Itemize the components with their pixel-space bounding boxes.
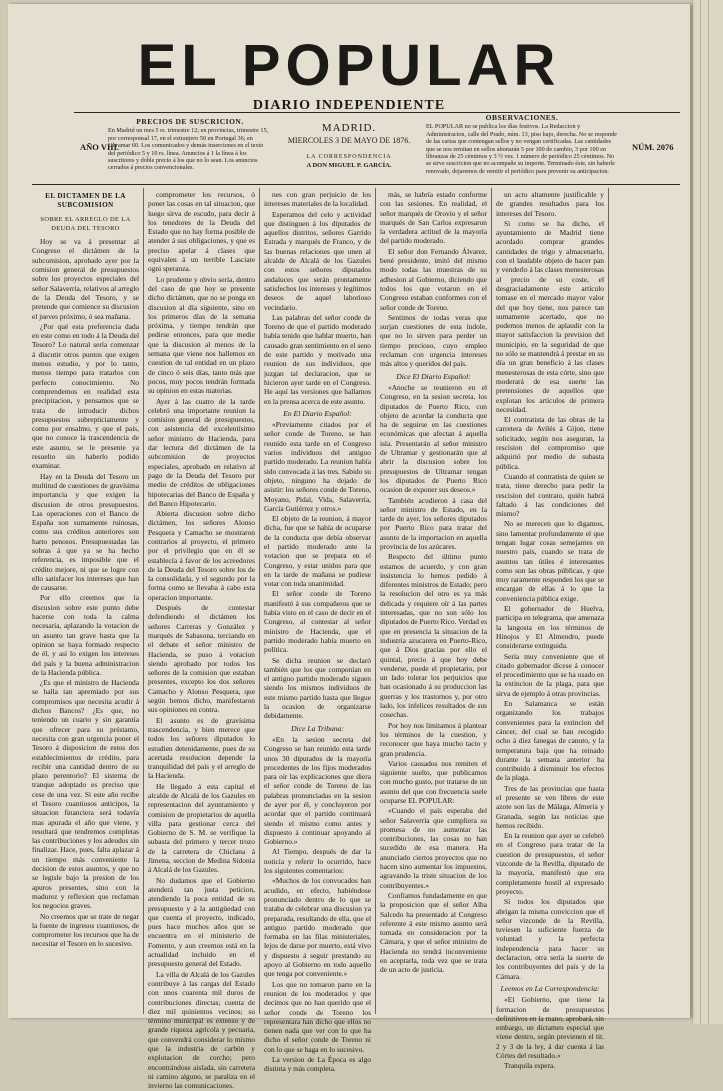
header-rule-bottom xyxy=(32,184,680,185)
year-label: AÑO VIII. xyxy=(80,142,120,152)
column-divider xyxy=(608,188,609,1014)
newspaper-page xyxy=(8,4,690,1091)
paragraph: «En la sesion secreta del Congreso se han reunido esta tarde unos 30 diputados de la mayoría procedentes de los fijos moderados para oír las explicaciones que diera el señor conde de Toreno de las palabras pronunciadas en la sesion de ayer por él, y concluyeron por acordar que el partido continuará siendo el mismo como antes y dispuesto á continuar apoyando al Gobierno.» xyxy=(264,734,371,847)
subscription-title: PRECIOS DE SUSCRICION. xyxy=(136,117,244,126)
paragraph: «Previamente citados por el señor conde de Toreno, se han reunido esta tarde en el Congreso varios individuos del antiguo partido moderado. La reunion había sido convocada á las tres. Sabido su objeto, ninguno ha dejado de asistir: los señores conde de Toreno, Moyano, Pidal, Vida, Salaverría, García Gutiérrez y otros.» xyxy=(264,420,371,513)
article-subheading: SOBRE EL ARREGLO DE LA DEUDA DEL TESORO xyxy=(40,215,131,232)
observations-box xyxy=(426,114,618,175)
paragraph: He llegado á esta capital el alcalde de Alcalá de los Gazules en representacion del ayuntamiento y comision de propietarios de aquella villa para gestionar cerca del Gobierno de S. M. se verifique la subasta del primero y tercer trozo de la carretera de Chiclana á Jimena, seccion de Medina Sidonia á Alcalá de los Gazules. xyxy=(148,781,255,875)
column-5 xyxy=(496,190,604,1071)
column-divider xyxy=(143,188,144,1014)
paragraph: En la reunion que ayer se celebró en el Congreso para tratar de la cuestion de presupuestos, el señor vizconde de la Revilla, diputado de la mayoría, manifestó que era completamente hostil al expresado proyecto. xyxy=(496,831,604,896)
place: MADRID. xyxy=(321,122,377,134)
page-edge xyxy=(708,0,723,1024)
paragraph: Las palabras del señor conde de Toreno de que el partido moderado había tenido que hablar muerto, han causado gran sentimiento en el seno de este partido y motivado una reunion de sus individuos, que juzgan tal declaracion, que se hicieron ayer tarde en el Congreso. He aquí las versiones que hallamos en la prensa acerca de este asunto. xyxy=(264,312,371,406)
paragraph: Los que no tomaron parte en la reunion de los moderados y que decimos que no han querido que el señor conde de Toreno los representara han dicho que ellos no tienen nada que ver con lo que ha dicho el señor conde de Toreno ni con lo que se haga en lo sucesivo. xyxy=(264,979,371,1054)
paragraph: un acto altamente justificable y de grandes resultados para los intereses del Tesoro. xyxy=(496,190,604,218)
column-divider xyxy=(375,188,376,1014)
article-heading: EL DICTAMEN DE LA SUBCOMISION xyxy=(45,192,126,210)
paragraph: Hay en la Deuda del Tesoro un multitud de cuestiones de gravísima importancia y que exigen la discusion de otros presupuestos. Las operaciones con el Banco de España son sumamente ruinosas, como sus créditos anteriores son harto penosos. Presupuestadas las sobras á que ya se ha hecho referencia, es imposible que el crédito mejore, ni que se logre con ello satisfacer los intereses que han de causarse. xyxy=(32,471,139,593)
observations-text: EL POPULAR no se publica los días festivos. La Redaccion y Administracion, calle del Prado, núm. 13, piso bajo, derecha. No se responde de las cartas que contengan sellos y no vengan certificadas. Las cantidades que se nos remitan en sellos abonarán 5 por 100 de cambio, 3 por 100 en libranzas de 25 céntimos y 3 ½ vez. 1 número de periódico 25 céntimos. No se sirve suscricion que no acompañe su importe. Terminado éste, sin haberle renovado, dejaremos de remitir el periódico para prevenir su anticipacion. xyxy=(426,123,617,175)
paragraph: «Cuando el país esperaba del señor Salaverría que cumpliera su promesa de no aumentar las contribuciones, las cosas no han sucedido de esa manera. Ha anunciado ciertos proyectos que no hacen sino aumentar los impuestos, agravando la triste situacion de los contribuyentes.» xyxy=(380,806,487,890)
paragraph: El señor conde de Toreno manifestó á sus compañeros que se había visto en el caso de decir en el Congreso, al contestar al señor ministro de Hacienda, que el partido moderado había muerto en política. xyxy=(264,589,371,655)
source-heading: Dice La Tribuna: xyxy=(291,723,344,733)
paragraph: «El Gobierno, que tiene la formacion de presupuestos definitivos en la mano, aprobará, sin embargo, un dictamen especial que viene dentro, según previenen el tit. 2 y 3 de la ley, á dar cuenta á las Córtes del resultado.» xyxy=(496,995,604,1061)
paragraph: El objeto de la reunion, á mayor dicha, fue que se había de ocuparse de la conducta que debía observar el partido moderado ante la votacion que se prepara en el Congreso, y estar unidos para que en la tarde de mañana se pudiese votar con toda unanimidad. xyxy=(264,514,371,589)
paragraph: «Muchos de los convocados han acudido, en efecto, habiéndose pronunciado dentro de lo que se trataba de celebrar una discusion ya preparada, resultando de ella, que el antiguo partido moderado que formaba en las filas ministeriales, lejos de darse por muerto, está vivo y dispuesto á seguir prestando su apoyo al Gobierno en todo aquello que tenga por conveniente.» xyxy=(264,876,371,979)
paragraph: Ayer á las cuatro de la tarde celebró una importante reunion la comision general de presupuestos, con asistencia del excelentísimo señor ministro de Hacienda, para dar lectura del dictámen de la subcomision de proyectos especiales, aprobado en relativo al pago de la Deuda del Tesoro por medio de créditos de obligaciones hipotecarias del Banco de España y del Banco Hipotecario. xyxy=(148,396,255,508)
newspaper-subtitle: DIARIO INDEPENDIENTE xyxy=(252,98,446,113)
column-divider xyxy=(491,188,492,1014)
column-2 xyxy=(148,190,255,1091)
paragraph: Tranquila espera. xyxy=(504,1061,556,1071)
masthead xyxy=(8,33,690,114)
correspondence-label: LA CORRESPONDENCIA xyxy=(306,154,392,160)
paragraph: Abierta discusion sobre dicho dictámen, los señores Alonso Pesquera y Camacho se mostraron contrarios al proyecto, el primero por el privilegio que en él se establecía á favor de los acreedores de la Deuda del Tesoro sobre los de la consolidada, y el segundo por la forma como se llevaba á cabo esta operacion importante. xyxy=(148,509,255,602)
paragraph: Varios causados nos remiten el siguiente suelto, que publicamos con mucho gusto, por tratarse de un asunto del que con frecuencia suele ocuparse EL POPULAR: xyxy=(380,758,487,805)
dateline xyxy=(276,122,422,169)
observations-title: OBSERVACIONES. xyxy=(485,113,559,122)
paragraph: Se dicha reunion se declaró también que los que componían en el antiguo partido moderado siguen siendo los mismos individuos de este mismo partido hasta que llegue la ocasion de organizarse debidamente. xyxy=(264,655,371,721)
paragraph: El señor don Fernando Álvarez, bené presidente, imitó del mismo modo todas las muestras de su adhesion al Gobierno, diciendo que todos los que votaron en el Congreso estaban conformes con el señor conde de Toreno. xyxy=(380,246,487,312)
paragraph: Confiamos fundadamente en que la proposicion que el señor Alba Salcedo ha presentado al Congreso referente á este mismo asunto será tomada en consideracion por la Cámara, y que el señor ministro de Hacienda no tendrá inconveniente en aceptarla, toda vez que se trata de un acto de justicia. xyxy=(380,890,487,975)
paragraph: Tres de las provincias que hasta el presente se ven libres de este azote son las de Málaga, Almería y Granada, según las noticias que hemos recibido. xyxy=(496,783,604,830)
paragraph: más, se habría estado conforme con las sesiones. En realidad, el señor marqués de Orovio y el señor marqués de San Carlos expresaron la verdadera actitud de la mayoría del partido moderado. xyxy=(380,190,487,246)
source-heading: En El Diario Español: xyxy=(283,408,352,418)
header-rule-top xyxy=(74,112,680,113)
issue-number: NÚM. 2076 xyxy=(632,142,674,152)
paragraph: El gobernador de Huelva, participa en telegrama, que amenaza la langosta en los términos de Hinojos y El Almendro, puede considerarse extinguida. xyxy=(496,604,604,651)
column-3 xyxy=(264,190,371,1074)
paragraph: nes con gran perjuicio de los intereses materiales de la localidad. xyxy=(264,190,371,209)
paragraph: Sería muy conveniente que el citado gobernador dicese á conocer el procedimiento que se ha usado en la extincion de la plaga, para que sirva de ejemplo á otras provincias. xyxy=(496,651,604,698)
paragraph: comprometer los recursos, ó poner las cosas en tal situacion, que luego sirva de escudo, para decir á los tenedores de la Deuda del Estado que no hay forma posible de atender á sus obligaciones, y que es preciso apelar á clases que equivalen á un terrible Lasciate ogni speranza. xyxy=(148,190,255,274)
column-divider xyxy=(259,188,260,1014)
paragraph: No se merecen que lo digamos, sino lamentar profundamente el que tengan lugar cosas semejantes en nuestro país, cuando se trata de asuntos tan útiles é interesantes como son las obras públicas, y que muy raramente responden los que se encargan de ellas á lo que la conveniencia pública exige. xyxy=(496,519,604,603)
paragraph: «Anoche se reunieron en el Congreso, en la sesion secreta, los diputados de Puerto Rico, con objeto de acordar la conducta que ha de seguirse en las cuestiones económicas que afectan á aquella isla. Presentarán al señor ministro de Ultramar y gestionarán que al abrir la discusion sobre los presupuestos de Ultramar tengan los diputados de Puerto Rico ocasion de exponer sus deseos.» xyxy=(380,382,487,495)
column-4 xyxy=(380,190,487,1012)
paragraph: En Salamanca se están organizando los trabajos convenientes para la extincion del cáncer, del cual se han recogido ocho á diez fanegas de canuto, y la temperatura baja que ha reinado durante la semana anterior ha contribuido á disminuir los efectos de la plaga. xyxy=(496,699,604,783)
paragraph: No dudamos que el Gobierno atenderá tan justa peticion, atendiendo la poca entidad de su presupuesto y á la antigüedad con que cuenta el proyecto, indicado, pues hace muchos años que se encuentra en el ministerio de Fomento, y aun creemos está en la actualidad incluido en el presupuesto general del Estado. xyxy=(148,875,255,969)
subscription-text: En Madrid un mes 5 rs. trimestre 12; en provincias, trimestre 15, por corresponsal 17, en el extranjero 50 en Portugal 36; en Ultramar 60. Los comunicados y demás inserciones en el texto del periódico 5 y 10 rs. línea. Anuncios á 1 la línea á los suscritores y doble precio á los que no lo sean. Los anuncios cerrados á precios convencionales. xyxy=(108,127,269,172)
paragraph: Si todos los diputados que abrigan la misma conviccion que el señor vizconde de la Revilla, tuviesen la suficiente fuerza de voluntad y la perfecta independencia para hacer su declaracion, otra sería la suerte de los contribuyentes del país y de la Cámara. xyxy=(496,897,604,981)
paragraph: La villa de Alcalá de los Gazules contribuye á las cargas del Estado con unos cuarenta mil duros de contribuciones directas; cuenta de diez mil quinientos vecinos; su término municipal es extenso y de grande riqueza agrícola y pecuaria, que convendrá considerar lo mismo que la industria de carbón y explotacion de corcho; pero encontrándose aislada, sin carretera ni camino alguno, se paraliza en el invierno las comunicaciones. xyxy=(148,969,255,1091)
issue-date: MIERCOLES 3 DE MAYO DE 1876. xyxy=(287,136,411,145)
paragraph: Sentimos de todas veras que surjan cuestiones de esta índole, que no lo sirven para perder un tiempo precioso, cuyo empleo reclaman con urgencia intereses más altos y queridos del país. xyxy=(380,312,487,369)
paragraph: El asunto es de gravísima trascendencia, y bien merece que todos los señores diputados lo estudien detenidamente, pues de su acertada resolucion depende la tranquilidad del país y el arreglo de la Hacienda. xyxy=(148,715,255,781)
subscription-box xyxy=(108,118,272,172)
paragraph: Por ello creemos que la discusion sobre este punto debe hacerse con toda la calma necesaria, aplazando la votacion de un asunto tan grave hasta que la opinion se haya formado respecto de él, y así lo exigen los intereses del país y la buena administracion de la Hacienda pública. xyxy=(32,593,139,677)
paragraph: No creemos que se trate de negar la fuente de ingresos cuantiosos, de comprometer los recursos que ha de necesitar el Tesoro en lo sucesivo. xyxy=(32,911,139,949)
paragraph: El contratista de las obras de la carretera de Avilés á Gijon, tiene solicitado, según nos aseguran, la rescision del compromiso que adquirió por medio de subasta pública. xyxy=(496,415,604,471)
paragraph: Después de contestar defendiendo el dictámen los señores Carreras y González y marqués de Sabasona, terciando en el debate el señor ministro de Hacienda, se puso á votacion siendo aprobado por todos los señores de la comision que estaban presentes, excepto los dos señores Camacho y Alonso Pesquera, que según hemos dicho, manifestaron sus opiniones en contra. xyxy=(148,603,255,715)
paragraph: Cuando el contratista de quien se trata, tiene derecho para pedir la rescision del contrato, quién habrá faltado á las condiciones del mismo? xyxy=(496,471,604,519)
paragraph: ¿Es que el ministro de Hacienda se halla tan apremiado por sus compromisos que necesita acudir á dichos Bancos? ¿Es que, no teniendo un cuarto y sin garantía que ofrecer para su préstamo, necesita con gran urgencia poner el Tesoro á disposicion de estos dos establecimientos de crédito, para recibir una cantidad dentro de su plazo perentorio? El sistema de tranque adoptado es preciso que cese de una vez. Si este año recibe el Tesoro cuantiosos anticipos, la situacion financiera será todavía mas apurada el año que viene, y resultará que tendremos completas las contribuciones y los adeudos sin finalizar. Hace, pues, falta aplazar á un tiempo más conveniente la decision de estos asuntos, y que no se legisle bajo la presion de los apuros presentes, sino con la madurez y reflexion que reclaman los negocios graves. xyxy=(32,678,139,911)
newspaper-title: EL POPULAR xyxy=(137,33,561,98)
paragraph: También acudieron á casa del señor ministro de Estado, en la tarde de ayer, los señores diputados por Puerto Rico para tratar del asunto de la importacion en aquella provincia de los azúcares. xyxy=(380,495,487,551)
paragraph: Al Tiempo, después de dar la noticia y referir lo ocurrido, hace los siguientes comentarios: xyxy=(264,847,371,876)
source-heading: Leemos en La Correspondencia: xyxy=(500,983,600,993)
column-1 xyxy=(32,190,139,1012)
paragraph: Lo prudente y obvio sería, dentro del caso de que hoy se presente dicho dictámen, que no se ponga en discusion al día siguiente, sino en los primeros días de la semana próxima, y tiempo tendrán que pedirse entonces, para que medie que la discusion al menos de la semana que viene nos hallemos en cuestion de tal entidad en un plazo de cinco ó seis días, tanto más que pocos, muy pocos tendrán formada su opinion en estas materias. xyxy=(148,274,255,396)
correspondence-recipient: A DON MIGUEL P. GARCÍA. xyxy=(306,162,392,169)
paragraph: La version de La Época es algo distinta y más completa. xyxy=(264,1055,371,1074)
paragraph: Por hoy nos limitamos á plantear los términos de la cuestion, y reconocer que haya mucho tacto y gran prudencia. xyxy=(380,720,487,758)
paragraph: Esperamos del celo y actividad que distinguen á los diputados de aquellos distritos, señores Garrido Estrada y marqués de Franco, y de las buenas relaciones que unen al alcalde de Alcalá de los Gazules con estos señores diputados andaluces que serán prontamente satisfechos los intereses y legítimos deseos de aquel laborioso vecindario. xyxy=(264,209,371,312)
paragraph: Si como se ha dicho, el ayuntamiento de Madrid tiene acordado comprar grandes cantidades de trigo y almacenarlo, con el laudable objeto de hacer pan y venderlo á las clases menesterosas al precio de su coste, el desgraciadamente este artículo tomase en el mercado mayor valor del que hoy tiene, nos parece tan sumamente acertado, que no podemos menos de aplaudir con la mayor satisfaccion la prevision del municipio, en la seguridad de que no sólo se mantendrá á prestar en su día un gran beneficio á las clases menesterosas de esta córte, sino que moderará de esa suerte las pretensiones de aquellos que explotan los artículos de primera necesidad. xyxy=(496,218,604,414)
paragraph: Hoy se va á presentar al Congreso el dictámen de la subcomision, aprobado ayer por la comision general de presupuestos sobre los proyectos especiales del señor Salaverría, relativos al arreglo de la Deuda del Tesoro, y se pretende que comience su discusion el jueves próximo, ó sea mañana. xyxy=(32,237,139,321)
paragraph: ¿Por qué esta preferencia dada en este como en todo á la Deuda del Tesoro? Lo natural sería comenzar á discutir otros puntos que exigen menos estudio, y por lo tanto, menos tiempo para tratarlos con perfecto conocimiento. No comprendemos en realidad esta precipitacion, y pensamos que se trata de introducir dichos presupuestos subrepticiamente y como por ensalmo, y que el país, que no conoce la trascendencia de este asunto, se le presente ya resuelto sin haberlo podido examinar. xyxy=(32,321,139,471)
source-heading: Dice El Diario Español: xyxy=(396,371,471,381)
paragraph: Respecto del último punto estamos de acuerdo, y con gran insistencia lo hemos pedido á diferentes ministros de Estado; pero la resolucion del otro es ya más delicada y requiere oír á las partes interesadas, que no son sólo los diputados de Puerto Rico. Verdad es que en presencia la situacion de la industria azucarera en Puerto-Rico, que á Dios gracias por ello el quintal, precio á que hoy debe venderse, puede el propietario, por un lado tolerar los perjuicios que han ocasionado á su produccion las guerras y los trastornos y, por otro lado, los infelices resultados de sus cosechas. xyxy=(380,552,488,720)
